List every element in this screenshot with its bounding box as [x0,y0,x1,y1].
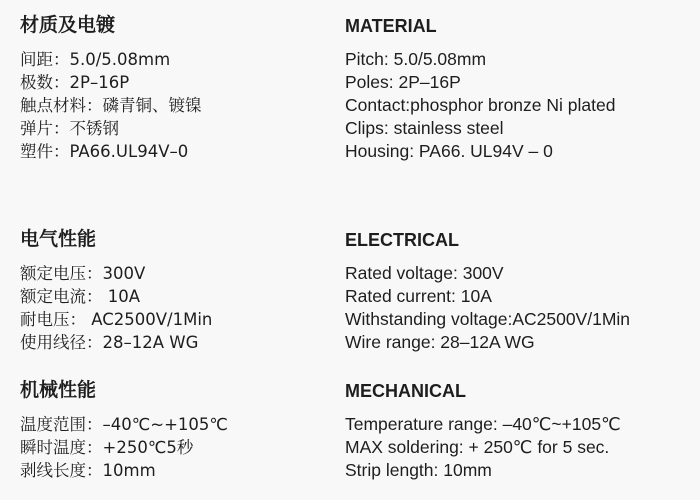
spec-line: Strip length: 10mm [345,460,492,480]
electrical-section-en [345,228,630,354]
material-section-cn [20,14,202,163]
spec-line: MAX soldering: + 250℃ for 5 sec. [345,437,610,457]
mechanical-section-en [345,379,621,482]
spec-line: Temperature range: –40℃~+105℃ [345,414,621,434]
section-title: MECHANICAL [345,381,466,401]
spec-line: 间距：5.0/5.08mm [20,50,171,69]
spec-line: Clips: stainless steel [345,118,504,138]
material-section-en [345,14,615,163]
spec-line: 塑件：PA66.UL94V–0 [20,142,189,161]
section-title: MATERIAL [345,16,437,36]
spec-line: Poles: 2P–16P [345,72,461,92]
electrical-section-cn [20,228,212,354]
spec-line: Withstanding voltage:AC2500V/1Min [345,309,631,329]
spec-line: 额定电压：300V [20,264,146,283]
spec-line: 使用线径：28–12A WG [20,333,199,352]
spec-line: 弹片：不锈钢 [20,119,119,138]
mechanical-section-cn [20,379,228,482]
spec-line: Rated current: 10A [345,286,492,306]
spec-line: Pitch: 5.0/5.08mm [345,49,487,69]
spec-line: Wire range: 28–12A WG [345,332,535,352]
spec-line: 极数：2P–16P [20,73,130,92]
spec-line: 耐电压： AC2500V/1Min [20,310,213,329]
spec-line: 额定电流： 10A [20,287,141,306]
spec-line: 剥线长度：10mm [20,461,156,480]
section-title: 材质及电镀 [20,15,116,36]
section-title: ELECTRICAL [345,230,459,250]
spec-line: 触点材料：磷青铜、镀镍 [20,96,202,115]
spec-line: 瞬时温度：+250℃5秒 [20,438,194,457]
spec-line: Contact:phosphor bronze Ni plated [345,95,616,115]
spec-line: 温度范围：–40℃~+105℃ [20,415,228,434]
spec-line: Rated voltage: 300V [345,263,504,283]
spec-line: Housing: PA66. UL94V – 0 [345,141,553,161]
section-title: 电气性能 [20,229,97,250]
section-title: 机械性能 [20,380,97,401]
